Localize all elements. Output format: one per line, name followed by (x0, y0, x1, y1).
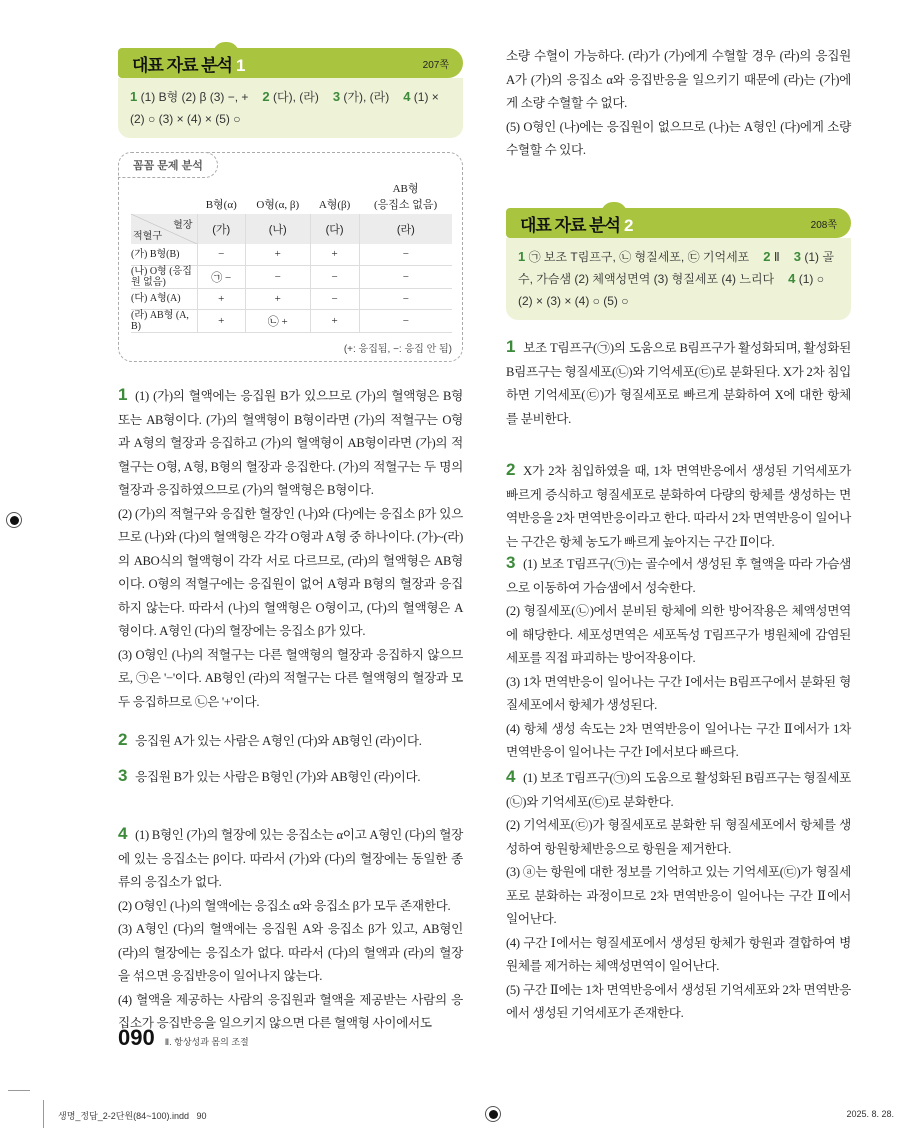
explanation-paragraph (118, 644, 463, 715)
page-reference: 208쪽 (810, 219, 837, 231)
table-cell: − (310, 288, 359, 309)
row-label: (라) AB형 (A, B) (131, 309, 197, 332)
answer-text: (1) 골수, 가슴샘 (2) 체액성면역 (3) 형질세포 (4) 느리다 (518, 250, 834, 286)
column-top-label: A형(β) (318, 199, 351, 211)
answer-item (262, 90, 318, 104)
table-cell: + (310, 244, 359, 265)
explanation-paragraph (506, 458, 851, 554)
explanation-text: 보조 T림프구(㉠)의 도움으로 B림프구가 활성화되며, 활성화된 B림프구는 형질세포(㉡)와 기억세포(㉢)로 분화된다. X가 2차 침입하면 기억세포(㉢)가 형질세포로 빠르게 분화하여 X에 대한 항체를 분비한다. (506, 341, 851, 426)
explanation-paragraph (506, 932, 851, 979)
row-label: (나) O형 (응집원 없음) (131, 265, 197, 288)
answer-item (763, 250, 779, 264)
explanation-paragraph (506, 600, 851, 671)
answer-section (506, 458, 851, 554)
explanation-paragraph (118, 383, 463, 503)
answer-section (506, 765, 851, 1026)
explanation-paragraph (506, 551, 851, 600)
explanation-paragraph (506, 335, 851, 431)
table-row (131, 265, 452, 288)
analysis-table-box (118, 152, 463, 362)
explanation-paragraph (118, 764, 463, 790)
answer-box-1 (118, 48, 463, 138)
answer-section (118, 728, 463, 754)
box-title: 대표 자료 분석 (132, 55, 232, 75)
section-number: 4 (118, 824, 128, 843)
explanation-paragraph: 소량 수혈이 가능하다. (라)가 (가)에게 수혈할 경우 (라)의 응집원 A가 (가)의 응집소 α와 응집반응을 일으키기 때문에 (라)는 (가)에게 소량 수혈할 수 없다. (506, 49, 851, 110)
explanation-paragraph (118, 728, 463, 754)
explanation-paragraph (118, 895, 463, 919)
section-number: 2 (118, 730, 128, 749)
explanation-text: (2) 형질세포(㉡)에서 분비된 항체에 의한 방어작용은 체액성면역에 해당한다. 세포성면역은 세포독성 T림프구가 병원체에 감염된 세포를 직접 파괴하는 방어작용이다. (506, 604, 851, 665)
answer-text: (1) ○ (2) × (3) × (4) ○ (5) ○ (518, 272, 824, 308)
answer-number: 1 (130, 89, 138, 104)
table-cell: − (310, 265, 359, 288)
explanation-paragraph (506, 765, 851, 814)
corner-label-rbc: 적혈구 (133, 231, 162, 242)
crop-mark (8, 1090, 30, 1091)
explanation-text: (2) (가)의 적혈구와 응집한 혈장인 (나)와 (다)에는 응집소 β가 있으므로 (나)와 (다)의 혈액형은 각각 O형과 A형 중 하나이다. (가)~(라)의 ABO식의 혈액형이 각각 서로 다르므로, (라)의 혈액형은 AB형이다. O형의 적혈구에는 응집원이 없어 A형과 B형의 혈장과 응집하지 않는다. 따라서 (나)의 혈액형은 O형이고, (다)의 혈액형은 A형이다. A형인 (다)의 혈장에는 응집소 β가 있다. (118, 506, 463, 638)
explanation-paragraph (118, 918, 463, 989)
answer-number: 4 (788, 271, 796, 286)
explanation-paragraph (506, 861, 851, 932)
box-number: 2 (623, 215, 633, 235)
explanation-text: (2) O형인 (나)의 혈액에는 응집소 α와 응집소 β가 모두 존재한다. (118, 898, 451, 913)
explanation-paragraph (118, 822, 463, 895)
answer-text: ㉠ 보조 T림프구, ㉡ 형질세포, ㉢ 기억세포 (525, 250, 750, 264)
explanation-text: X가 2차 침입하였을 때, 1차 면역반응에서 생성된 기억세포가 빠르게 증식하고 형질세포로 분화하여 다량의 항체를 생성하는 면역반응을 2차 면역반응이라고 한다. 따라서 2차 면역반응이 일어나는 구간은 항체 농도가 빠르게 높아지는 구간 Ⅱ이다. (506, 464, 851, 549)
answer-text: (다), (라) (269, 90, 319, 104)
answer-number: 1 (518, 249, 526, 264)
table-cell: − (359, 288, 452, 309)
column-top-label: B형(α) (205, 199, 237, 211)
row-label: (가) B형(B) (131, 244, 197, 265)
answer-text: (가), (라) (340, 90, 390, 104)
table-cell: + (245, 244, 310, 265)
explanation-text: 응집원 A가 있는 사람은 A형인 (다)와 AB형인 (라)이다. (135, 734, 422, 748)
section-number: 1 (118, 385, 128, 404)
explanation-text: (1) (가)의 혈액에는 응집원 B가 있으므로 (가)의 혈액형은 B형 또는 AB형이다. (가)의 혈액형이 B형이라면 (가)의 적혈구는 O형과 A형의 혈장과 응집하고 (가)의 혈액형이 AB형이라면 (가)의 적혈구는 O형, A형, B형의 혈장과 응집한다. (가)의 적혈구는 두 명의 혈장과 응집하였으므로 (가)의 혈액형은 B형이다. (118, 389, 463, 497)
answer-item (333, 90, 389, 104)
table-cell: − (197, 244, 245, 265)
answer-number: 3 (332, 89, 341, 104)
explanation-paragraph (506, 979, 851, 1026)
section-number: 1 (506, 337, 516, 356)
answer-section (506, 335, 851, 431)
table-cell: − (359, 265, 452, 288)
explanation-paragraph (118, 503, 463, 644)
answer-section (506, 551, 851, 765)
column-header: (라) (359, 214, 452, 244)
explanation-text: (1) B형인 (가)의 혈장에 있는 응집소는 α이고 A형인 (다)의 혈장에 있는 응집소는 β이다. 따라서 (가)와 (다)의 혈장에는 동일한 종류의 응집소가 없다. (118, 828, 463, 889)
explanation-paragraph (506, 814, 851, 861)
table-row (131, 288, 452, 309)
table-cell: − (359, 309, 452, 332)
answer-text: Ⅱ (770, 250, 780, 264)
answer-box-2 (506, 208, 851, 320)
row-label: (다) A형(A) (131, 288, 197, 309)
explanation-text: (1) 보조 T림프구(㉠)의 도움으로 활성화된 B림프구는 형질세포(㉡)와 기억세포(㉢)로 분화한다. (506, 771, 851, 809)
section-number: 4 (506, 767, 516, 786)
table-cell: + (197, 309, 245, 332)
table-cell: − (359, 244, 452, 265)
explanation-text: (4) 구간 Ⅰ에서는 형질세포에서 생성된 항체가 항원과 결합하여 병원체를 제거하는 체액성면역이 일어난다. (506, 935, 851, 973)
registration-mark-icon (6, 512, 22, 528)
answer-number: 2 (262, 89, 270, 104)
page-reference: 207쪽 (422, 59, 449, 71)
answer-list (506, 238, 851, 320)
answer-section (118, 383, 463, 714)
explanation-text: (5) 구간 Ⅱ에는 1차 면역반응에서 생성된 기억세포와 2차 면역반응에서 생성된 기억세포가 존재한다. (506, 982, 851, 1020)
answer-section (118, 822, 463, 1036)
corner-label-plasma: 혈장 (173, 220, 193, 231)
explanation-text: (4) 혈액을 제공하는 사람의 응집원과 혈액을 제공받는 사람의 응집소가 응집반응을 일으키지 않으면 다른 혈액형 사이에서도 (118, 992, 463, 1030)
table-row (131, 309, 452, 332)
table-tag: 꼼꼼 문제 분석 (118, 152, 218, 178)
agglutination-table (131, 178, 452, 333)
answer-section (118, 764, 463, 790)
table-cell: + (310, 309, 359, 332)
answer-text: (1) × (2) ○ (3) × (4) × (5) ○ (130, 90, 439, 126)
explanation-text: 응집원 B가 있는 사람은 B형인 (가)와 AB형인 (라)이다. (135, 770, 421, 784)
column-top-label: AB형 (응집소 없음) (373, 183, 438, 211)
explanation-text: (3) ⓐ는 항원에 대한 정보를 기억하고 있는 기억세포(㉢)가 형질세포로 분화하는 과정이므로 2차 면역반응이 일어나는 구간 Ⅱ에서 일어난다. (506, 865, 851, 926)
explanation-paragraph: (5) O형인 (나)에는 응집원이 없으므로 (나)는 A형인 (다)에게 소량 수혈할 수 있다. (506, 119, 851, 157)
table-cell: + (197, 288, 245, 309)
section-number: 3 (506, 553, 516, 572)
table-cell: ㉠ − (197, 265, 245, 288)
answer-number: 2 (763, 249, 771, 264)
table-row (131, 244, 452, 265)
crop-mark (43, 1100, 44, 1128)
box-number: 1 (235, 55, 245, 75)
answer-item (518, 250, 749, 264)
table-cell: − (245, 265, 310, 288)
explanation-text: (3) O형인 (나)의 적혈구는 다른 혈액형의 혈장과 응집하지 않으므로, ㉠은 '−'이다. AB형인 (라)의 적혈구는 다른 혈액형의 혈장과 모두 응집하므로 ㉡은 '+'이다. (118, 647, 463, 709)
box-title: 대표 자료 분석 (520, 215, 620, 235)
answer-list (118, 78, 463, 138)
explanation-text: (1) 보조 T림프구(㉠)는 골수에서 생성된 후 혈액을 따라 가슴샘으로 이동하여 가슴샘에서 성숙한다. (506, 557, 851, 595)
explanation-paragraph (506, 718, 851, 765)
column-header: (다) (310, 214, 359, 244)
registration-mark-icon (485, 1106, 501, 1122)
answer-item (130, 90, 248, 104)
continued-text (506, 45, 851, 163)
section-number: 3 (118, 766, 128, 785)
answer-text: (1) B형 (2) β (3) −, + (137, 90, 249, 104)
explanation-text: (4) 항체 생성 속도는 2차 면역반응이 일어나는 구간 Ⅱ에서가 1차 면역반응이 일어나는 구간 Ⅰ에서보다 빠르다. (506, 721, 851, 759)
explanation-paragraph (506, 671, 851, 718)
explanation-text: (3) 1차 면역반응이 일어나는 구간 Ⅰ에서는 B림프구에서 분화된 형질세포에서 항체가 생성된다. (506, 674, 851, 712)
column-top-label: O형(α, β) (256, 199, 300, 211)
answer-number: 3 (793, 249, 801, 264)
chapter-title: Ⅱ. 항상성과 몸의 조절 (164, 1037, 249, 1047)
answer-number: 4 (403, 89, 411, 104)
column-header: (나) (245, 214, 310, 244)
table-note: (+: 응집됨, −: 응집 안 됨) (343, 344, 452, 355)
explanation-text: (3) A형인 (다)의 혈액에는 응집원 A와 응집소 β가 있고, AB형인 (라)의 혈장에는 응집소가 없다. 따라서 (다)의 혈액과 (라)의 혈장을 섞으면 응집반응이 일어나지 않는다. (118, 922, 463, 983)
page-number: 090 (118, 1025, 155, 1050)
table-cell: + (245, 288, 310, 309)
explanation-text: (2) 기억세포(㉢)가 형질세포로 분화한 뒤 형질세포에서 항체를 생성하여 항원항체반응으로 항원을 제거한다. (506, 818, 851, 856)
table-cell: ㉡ + (245, 309, 310, 332)
print-date: 2025. 8. 28. (846, 1109, 894, 1119)
file-name: 생명_정답_2-2단원(84~100).indd 90 (58, 1111, 207, 1121)
section-number: 2 (506, 460, 516, 479)
column-header: (가) (197, 214, 245, 244)
